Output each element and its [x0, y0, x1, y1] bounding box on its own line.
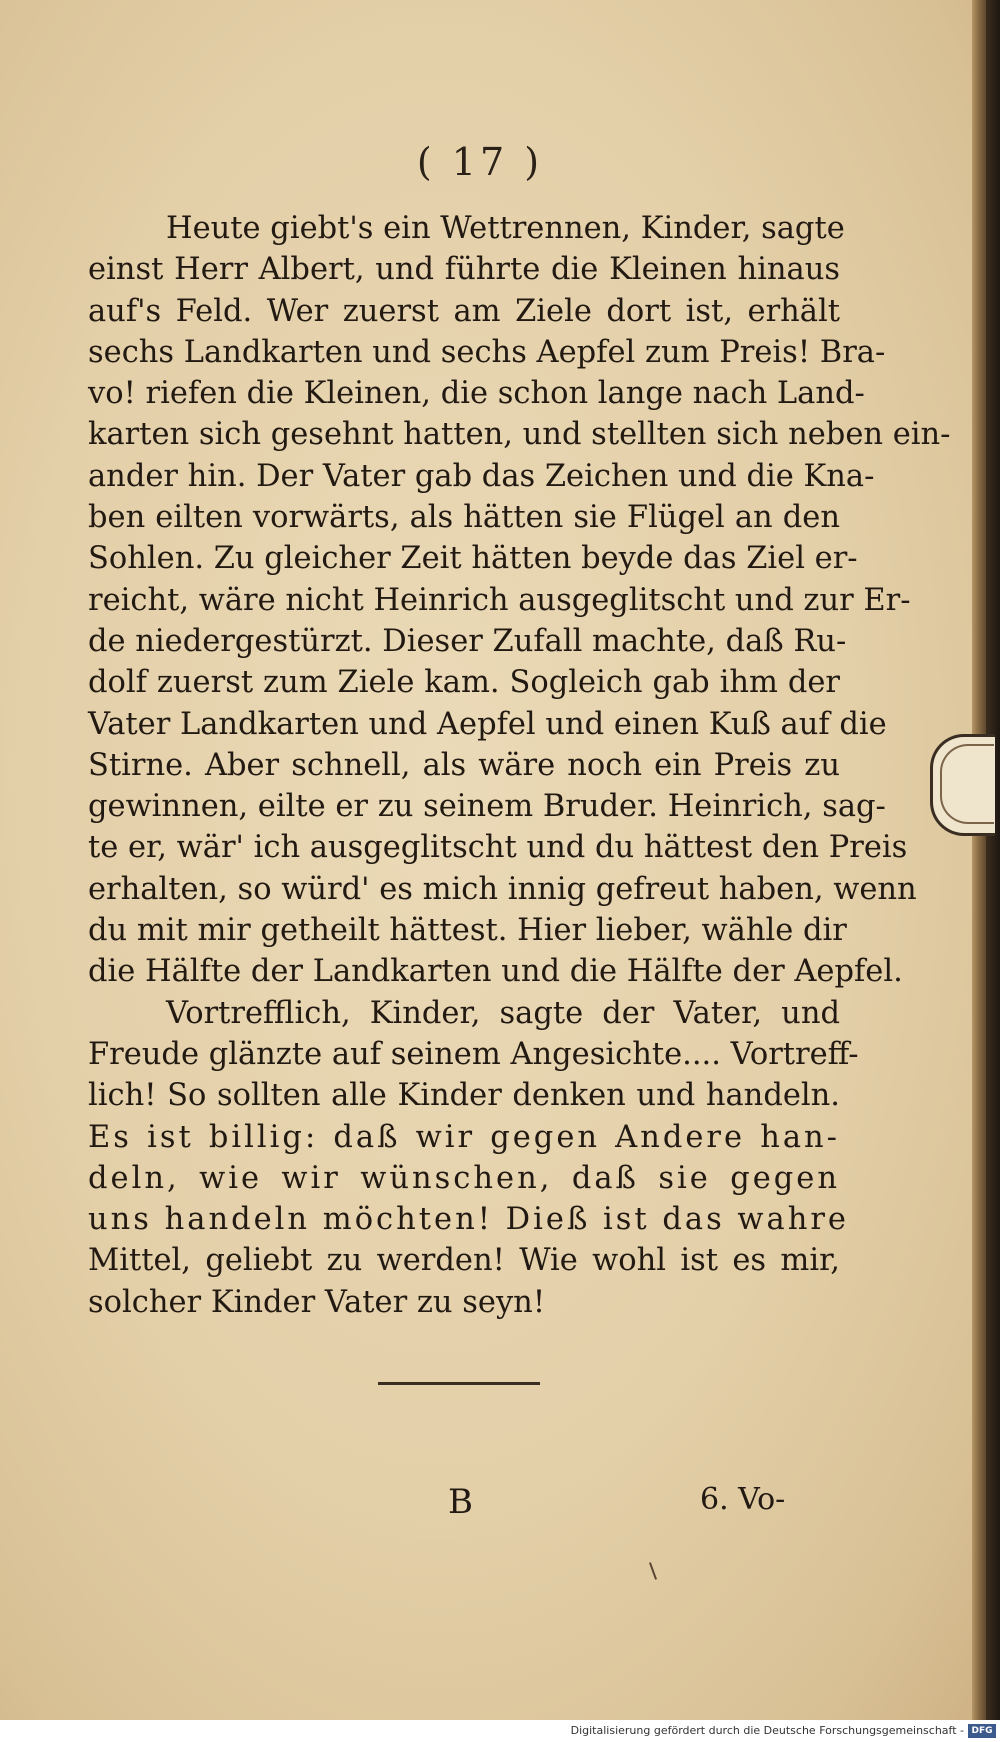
text-line: solcher Kinder Vater zu seyn! [88, 1284, 546, 1320]
text-line: sechs Landkarten und sechs Aepfel zum Preis! Bra- [88, 334, 886, 370]
text-line: deln, wie wir wünschen, daß sie gegen [88, 1160, 840, 1196]
text-line: lich! So sollten alle Kinder denken und handeln. [88, 1078, 840, 1114]
text-line: auf's Feld. Wer zuerst am Ziele dort ist, erhält [88, 293, 840, 329]
text-line: Es ist billig: daß wir gegen Andere han- [88, 1119, 840, 1155]
text-line: Vater Landkarten und Aepfel und einen Kuß auf die [88, 706, 887, 742]
text-line: reicht, wäre nicht Heinrich ausgeglitscht und zur Er- [88, 582, 911, 618]
text-line: erhalten, so würd' es mich innig gefreut haben, wenn [88, 871, 917, 907]
text-line: dolf zuerst zum Ziele kam. Sogleich gab ihm der [88, 665, 840, 701]
ink-mark [649, 1562, 657, 1580]
section-rule [378, 1382, 540, 1385]
text-line: Freude glänzte auf seinem Angesichte.... Vortreff- [88, 1036, 859, 1072]
text-line: Vortrefflich, Kinder, sagte der Vater, und [166, 995, 840, 1031]
text-line: Mittel, geliebt zu werden! Wie wohl ist es mir, [88, 1243, 840, 1279]
text-line: Stirne. Aber schnell, als wäre noch ein Preis zu [88, 747, 840, 783]
dfg-logo: DFG [968, 1724, 996, 1738]
text-line: ben eilten vorwärts, als hätten sie Flügel an den [88, 500, 840, 536]
text-line: du mit mir getheilt hättest. Hier lieber, wähle dir [88, 913, 847, 949]
text-line: karten sich gesehnt hatten, und stellten sich neben ein- [88, 417, 951, 453]
page-number-header: ( 17 ) [416, 140, 544, 184]
catchword: 6. Vo- [700, 1482, 786, 1517]
text-line: Sohlen. Zu gleicher Zeit hätten beyde das Ziel er- [88, 541, 858, 577]
signature-mark: B [448, 1482, 473, 1522]
text-line: die Hälfte der Landkarten und die Hälfte der Aepfel. [88, 954, 903, 990]
text-line: vo! riefen die Kleinen, die schon lange nach Land- [88, 376, 865, 412]
body-text [88, 208, 951, 1323]
text-line: einst Herr Albert, und führte die Kleinen hinaus [88, 252, 840, 288]
page-clip-inner [940, 744, 994, 824]
digitization-credit: Digitalisierung gefördert durch die Deutsche Forschungsgemeinschaft - [570, 1724, 964, 1737]
text-line: uns handeln möchten! Dieß ist das wahre [88, 1202, 849, 1238]
text-line: ander hin. Der Vater gab das Zeichen und die Kna- [88, 458, 875, 494]
page-edge [972, 0, 986, 1720]
text-line: gewinnen, eilte er zu seinem Bruder. Heinrich, sag- [88, 789, 886, 825]
text-line: te er, wär' ich ausgeglitscht und du hättest den Preis [88, 830, 908, 866]
text-line: de niedergestürzt. Dieser Zufall machte, daß Ru- [88, 623, 847, 659]
text-line: Heute giebt's ein Wettrennen, Kinder, sagte [166, 211, 845, 246]
book-spine-shadow [986, 0, 1000, 1720]
